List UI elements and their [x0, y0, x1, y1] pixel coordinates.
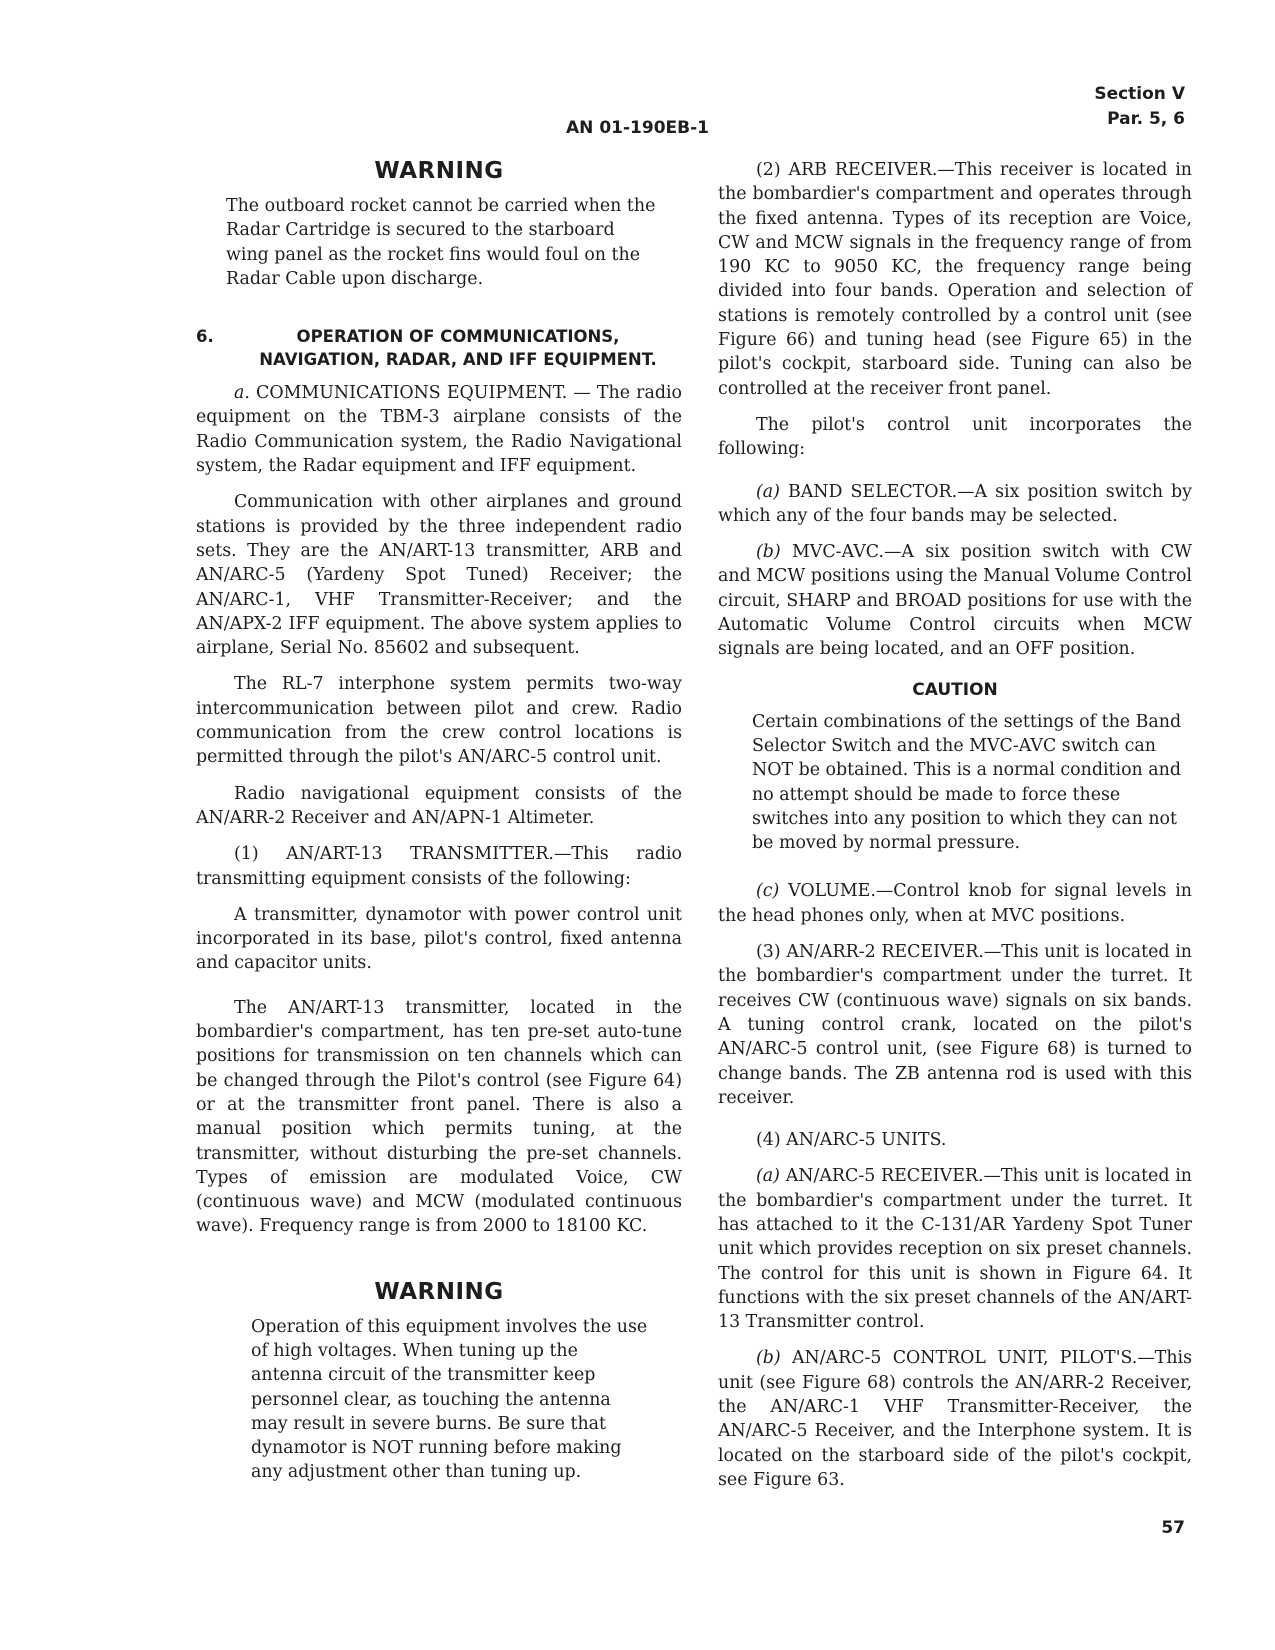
caution-title: CAUTION	[912, 679, 998, 700]
paragraph-arc5-units: (4) AN/ARC-5 UNITS.	[756, 1130, 947, 1151]
paragraph-transmitter-description: The AN/ART-13 transmitter, located in the bombardier's compartment, has ten pre-set auto-tune positions for transmission on ten channels which can be changed through the Pilot's control (see Figure 64) or at the transmitter front panel. There is also a manual position which permits tuning, at the transmitter, without disturbing the pre-set channels. Types of emission are modulated Voice, CW (continuous wave) and MCW (modulated continuous wave). Frequency range is from 2000 to 18100 KC.	[196, 997, 682, 1237]
left-column	[196, 158, 682, 1497]
item-arc5-receiver	[718, 1164, 1192, 1334]
paragraph-label: Par. 5, 6	[1107, 109, 1185, 129]
paragraph-communication: Communication with other airplanes and ground stations is provided by the three independent radio sets. They are the AN/ART-13 transmitter, ARB and AN/ARC-5 (Yardeny Spot Tuned) Receiver; the AN/ARC-1, VHF Transmitter-Receiver; and the AN/APX-2 IFF equipment. The above system applies to airplane, Serial No. 85602 and subsequent.	[196, 492, 682, 659]
item-label: (a)	[756, 481, 780, 502]
section-number: 6.	[196, 327, 214, 347]
section-heading	[196, 325, 682, 371]
page-number: 57	[1161, 1518, 1185, 1538]
right-column	[718, 158, 1192, 1504]
paragraph-interphone: The RL-7 interphone system permits two-way intercommunication between pilot and crew. Radio communication from the crew control locations is permitted through the pilot's AN/ARC-5 control unit.	[196, 674, 682, 768]
warning-text: Operation of this equipment involves the use of high voltages. When tuning up the antenna circuit of the transmitter keep personnel clear, as touching the antenna may result in severe burns. Be sure that dynamotor is NOT running before making any adjustment other than tuning up.	[251, 1316, 648, 1483]
paragraph-transmitter-components: A transmitter, dynamotor with power control unit incorporated in its base, pilot's control, fixed antenna and capacitor units.	[196, 904, 682, 974]
caution-box	[718, 680, 1192, 856]
paragraph-arb-receiver: (2) ARB RECEIVER.—This receiver is located in the bombardier's compartment and operates through the fixed antenna. Types of its reception are Voice, CW and MCW signals in the frequency range of from 190 KC to 9050 KC, the frequency range being divided into four bands. Operation and selection of stations is remotely controlled by a control unit (see Figure 66) and tuning head (see Figure 65) in the pilot's cockpit, starboard side. Tuning can also be controlled at the receiver front panel.	[718, 160, 1192, 399]
item-label: (c)	[756, 881, 780, 902]
section-title: OPERATION OF COMMUNICATIONS, NAVIGATION, RADAR, AND IFF EQUIPMENT.	[259, 327, 657, 370]
item-mvc-avc	[718, 540, 1192, 661]
paragraph-a-text: COMMUNICATIONS EQUIPMENT. — The radio equipment on the TBM-3 airplane consists of the Radio Communication system, the Radio Navigational system, the Radar equipment and IFF equipment.	[196, 383, 682, 477]
item-text: AN/ARC-5 RECEIVER.—This unit is located in the bombardier's compartment under the turret. It has attached to it the C-131/AR Yardeny Spot Tuner unit which provides reception on six preset channels. The control for this unit is shown in Figure 64. It functions with the six preset channels of the AN/ART-13 Transmitter control.	[718, 1166, 1193, 1333]
item-text: AN/ARC-5 CONTROL UNIT, PILOT'S.—This unit (see Figure 68) controls the AN/ARR-2 Receiver, the AN/ARC-1 VHF Transmitter-Receiver, the AN/ARC-5 Receiver, and the Interphone system. It is located on the starboard side of the pilot's cockpit, see Figure 63.	[718, 1348, 1193, 1490]
section-label: Section V	[1094, 84, 1185, 104]
warning-title: WARNING	[374, 1278, 504, 1305]
paragraph-transmitter: (1) AN/ART-13 TRANSMITTER.—This radio transmitting equipment consists of the following:	[196, 844, 682, 889]
warning-box-rocket	[196, 158, 682, 291]
caution-text: Certain combinations of the settings of the Band Selector Switch and the MVC-AVC switch can NOT be obtained. This is a normal condition and no attempt should be made to force these switches into any position to which they can not be moved by normal pressure.	[752, 711, 1182, 854]
warning-title: WARNING	[374, 158, 504, 184]
paragraph-navigation: Radio navigational equipment consists of the AN/ARR-2 Receiver and AN/APN-1 Altimeter.	[196, 783, 682, 828]
item-label: (b)	[756, 542, 781, 563]
item-volume	[718, 879, 1192, 928]
warning-box-voltage	[196, 1279, 682, 1485]
warning-text: The outboard rocket cannot be carried when the Radar Cartridge is secured to the starboard wing panel as the rocket fins would foul on the Radar Cable upon discharge.	[226, 196, 656, 289]
paragraph-arr2-receiver: (3) AN/ARR-2 RECEIVER.—This unit is located in the bombardier's compartment under the turret. It receives CW (continuous wave) signals on six bands. A tuning control crank, located on the pilot's AN/ARC-5 control unit, (see Figure 68) is turned to change bands. The ZB antenna rod is used with this receiver.	[718, 942, 1192, 1108]
item-band-selector	[718, 480, 1192, 529]
item-arc5-control-unit	[718, 1346, 1192, 1492]
item-label: (b)	[756, 1348, 781, 1369]
item-text: BAND SELECTOR.—A six position switch by which any of the four bands may be selected.	[718, 481, 1192, 526]
paragraph-a-label: a.	[234, 383, 250, 404]
item-label: (a)	[756, 1166, 780, 1187]
item-text: MVC-AVC.—A six position switch with CW and MCW positions using the Manual Volume Control circuit, SHARP and BROAD positions for use with the Automatic Volume Control circuits when MCW signals are being located, and an OFF position.	[718, 542, 1193, 660]
document-id: AN 01-190EB-1	[566, 118, 709, 138]
paragraph-control-unit: The pilot's control unit incorporates the following:	[718, 414, 1192, 460]
paragraph-a	[196, 381, 682, 478]
item-text: VOLUME.—Control knob for signal levels in the head phones only, when at MVC positions.	[718, 881, 1192, 926]
